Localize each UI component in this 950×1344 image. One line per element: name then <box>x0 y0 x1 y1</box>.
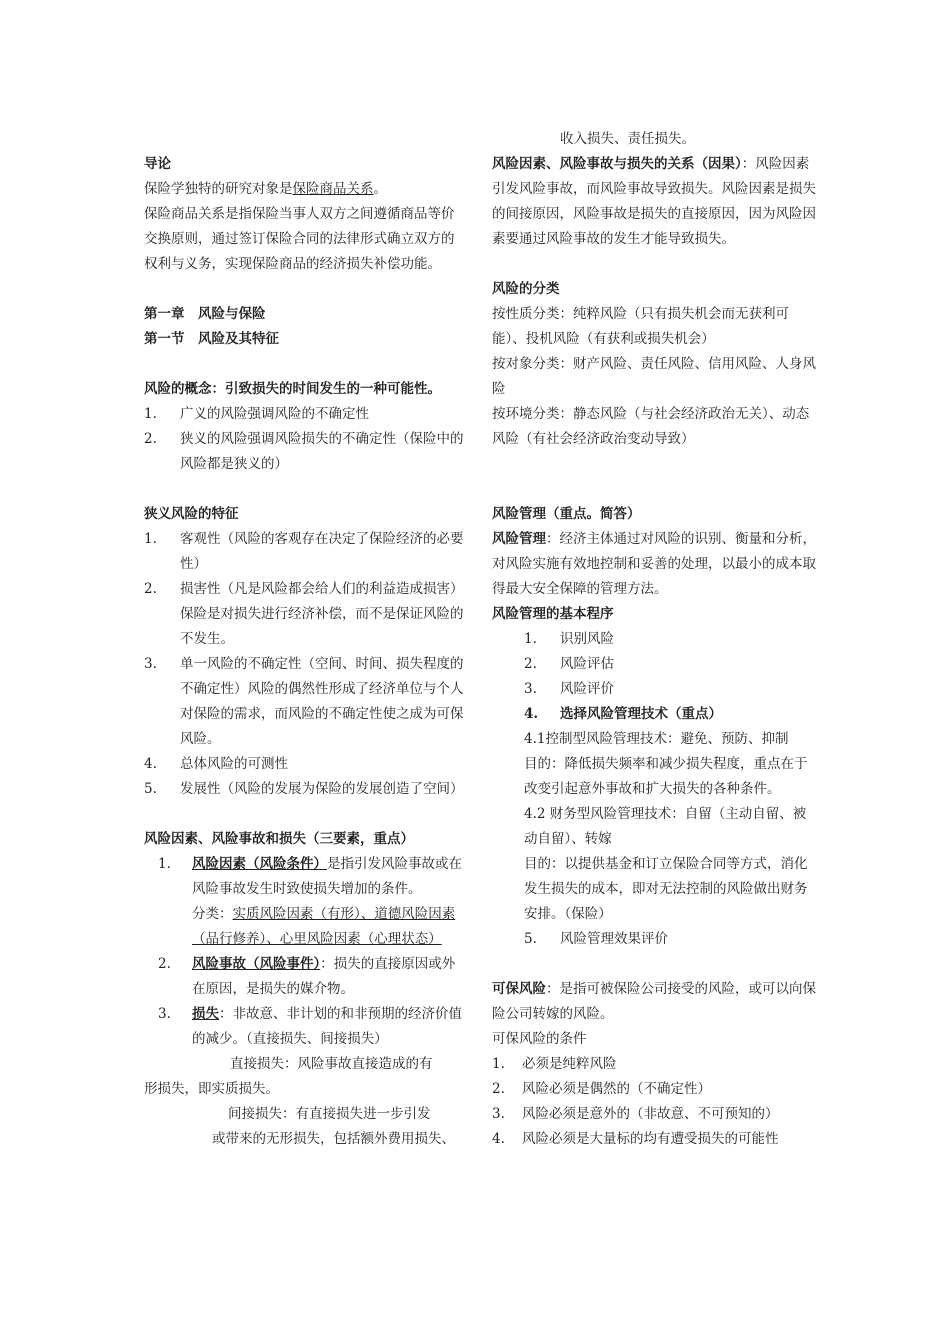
control-technique: 4.1控制型风险管理技术：避免、预防、抑制 <box>524 731 789 747</box>
classification-heading: 风险的分类 <box>492 281 560 297</box>
relation-heading: 风险因素、风险事故与损失的关系（因果） <box>492 156 742 172</box>
list-item: 1. 客观性（风险的客观存在决定了保险经济的必要性） <box>144 531 464 572</box>
risk-factor-classes: 实质风险因素（有形）、道德风险因素（品行修养）、心里风险因素（心理状态） <box>192 906 456 947</box>
insurable-risk-definition: 可保风险：是指可被保险公司接受的风险，或可以向保险公司转嫁的风险。 <box>492 981 816 1022</box>
continued-line: 收入损失、责任损失。 <box>560 131 695 147</box>
list-item: 2. 风险事故（风险事件）：损失的直接原因或外在原因，是损失的媒介物。 <box>158 956 456 997</box>
risk-event-term: 风险事故（风险事件） <box>192 956 321 972</box>
direct-loss-line-2: 形损失，即实质损失。 <box>144 1081 279 1097</box>
classification-item: 按环境分类：静态风险（与社会经济政治无关）、动态风险（有社会经济政治变动导致） <box>492 406 810 447</box>
list-item: 1. 必须是纯粹风险 <box>492 1056 617 1072</box>
management-heading: 风险管理（重点。简答） <box>492 506 641 522</box>
concept-heading: 风险的概念：引致损失的时间发生的一种可能性。 <box>144 381 441 397</box>
section-title: 第一节 风险及其特征 <box>144 331 279 347</box>
indirect-loss-line-1: 间接损失：有直接损失进一步引发 <box>228 1106 431 1122</box>
list-item: 5. 发展性（风险的发展为保险的发展创造了空间） <box>144 781 464 797</box>
management-definition: 风险管理：经济主体通过对风险的识别、衡量和分析，对风险实施有效地控制和妥善的处理，以最小的成本取得最大安全保障的管理方法。 <box>492 531 816 597</box>
classification-item: 按对象分类：财产风险、责任风险、信用风险、人身风险 <box>492 356 816 397</box>
direct-loss-line-1: 直接损失：风险事故直接造成的有 <box>230 1056 433 1072</box>
intro-paragraph-2: 保险商品关系是指保险当事人双方之间遵循商品等价交换原则，通过签订保险合同的法律形式确立双方的权利与义务，实现保险商品的经济损失补偿功能。 <box>144 206 455 272</box>
list-item: 2. 狭义的风险强调风险损失的不确定性（保险中的风险都是狭义的） <box>144 431 464 472</box>
list-item: 2. 风险必须是偶然的（不确定性） <box>492 1081 711 1097</box>
features-heading: 狭义风险的特征 <box>144 506 239 522</box>
indirect-loss-line-2: 或带来的无形损失，包括额外费用损失、 <box>212 1131 455 1147</box>
list-item: 4. 选择风险管理技术（重点） <box>524 706 722 722</box>
list-item: 1. 识别风险 <box>524 631 614 647</box>
financial-technique-goal: 目的：以提供基金和订立保险合同等方式，消化发生损失的成本，即对无法控制的风险做出财务安排。（保险） <box>524 856 808 922</box>
list-item: 1. 风险因素（风险条件）是指引发风险事故或在风险事故发生时致使损失增加的条件。 分类：实质风险因素（有形）、道德风险因素（品行修养）、心里风险因素（心理状态） <box>158 856 462 947</box>
procedure-heading: 风险管理的基本程序 <box>492 606 614 622</box>
list-item: 4. 风险必须是大量标的均有遭受损失的可能性 <box>492 1131 779 1147</box>
classification-item: 按性质分类：纯粹风险（只有损失机会而无获利可能）、投机风险（有获利或损失机会） <box>492 306 789 347</box>
control-technique-goal: 目的：降低损失频率和减少损失程度，重点在于改变引起意外事故和扩大损失的各种条件。 <box>524 756 808 797</box>
list-item: 3. 单一风险的不确定性（空间、时间、损失程度的不确定性）风险的偶然性形成了经济单位与个人对保险的需求，而风险的不确定性使之成为可保风险。 <box>144 656 464 747</box>
loss-term: 损失 <box>192 1006 219 1022</box>
list-item: 2. 风险评估 <box>524 656 614 672</box>
list-item: 3. 风险必须是意外的（非故意、不可预知的） <box>492 1106 779 1122</box>
relation-paragraph: 风险因素、风险事故与损失的关系（因果）：风险因素引发风险事故，而风险事故导致损失。风险因素是损失的间接原因，风险事故是损失的直接原因，因为风险因素要通过风险事故的发生才能导致损失。 <box>492 156 816 247</box>
list-item: 2. 损害性（凡是风险都会给人们的利益造成损害）保险是对损失进行经济补偿，而不是保证风险的不发生。 <box>144 581 464 647</box>
conditions-heading: 可保风险的条件 <box>492 1031 587 1047</box>
left-column <box>144 127 466 1152</box>
financial-technique: 4.2 财务型风险管理技术：自留（主动自留、被动自留）、转嫁 <box>524 806 807 847</box>
risk-factor-term: 风险因素（风险条件） <box>192 856 327 872</box>
list-item: 1. 广义的风险强调风险的不确定性 <box>144 406 369 422</box>
research-object-term: 保险商品关系 <box>292 181 374 197</box>
intro-paragraph-1: 保险学独特的研究对象是保险商品关系。 <box>144 181 387 197</box>
list-item: 4. 总体风险的可测性 <box>144 756 288 772</box>
list-item: 3. 风险评价 <box>524 681 614 697</box>
list-item: 3. 损失：非故意、非计划的和非预期的经济价值的减少。（直接损失、间接损失） <box>158 1006 462 1047</box>
elements-heading: 风险因素、风险事故和损失（三要素，重点） <box>144 831 414 847</box>
intro-heading: 导论 <box>144 156 171 172</box>
list-item: 5. 风险管理效果评价 <box>524 931 668 947</box>
chapter-title: 第一章 风险与保险 <box>144 306 266 322</box>
right-column <box>492 127 816 1152</box>
